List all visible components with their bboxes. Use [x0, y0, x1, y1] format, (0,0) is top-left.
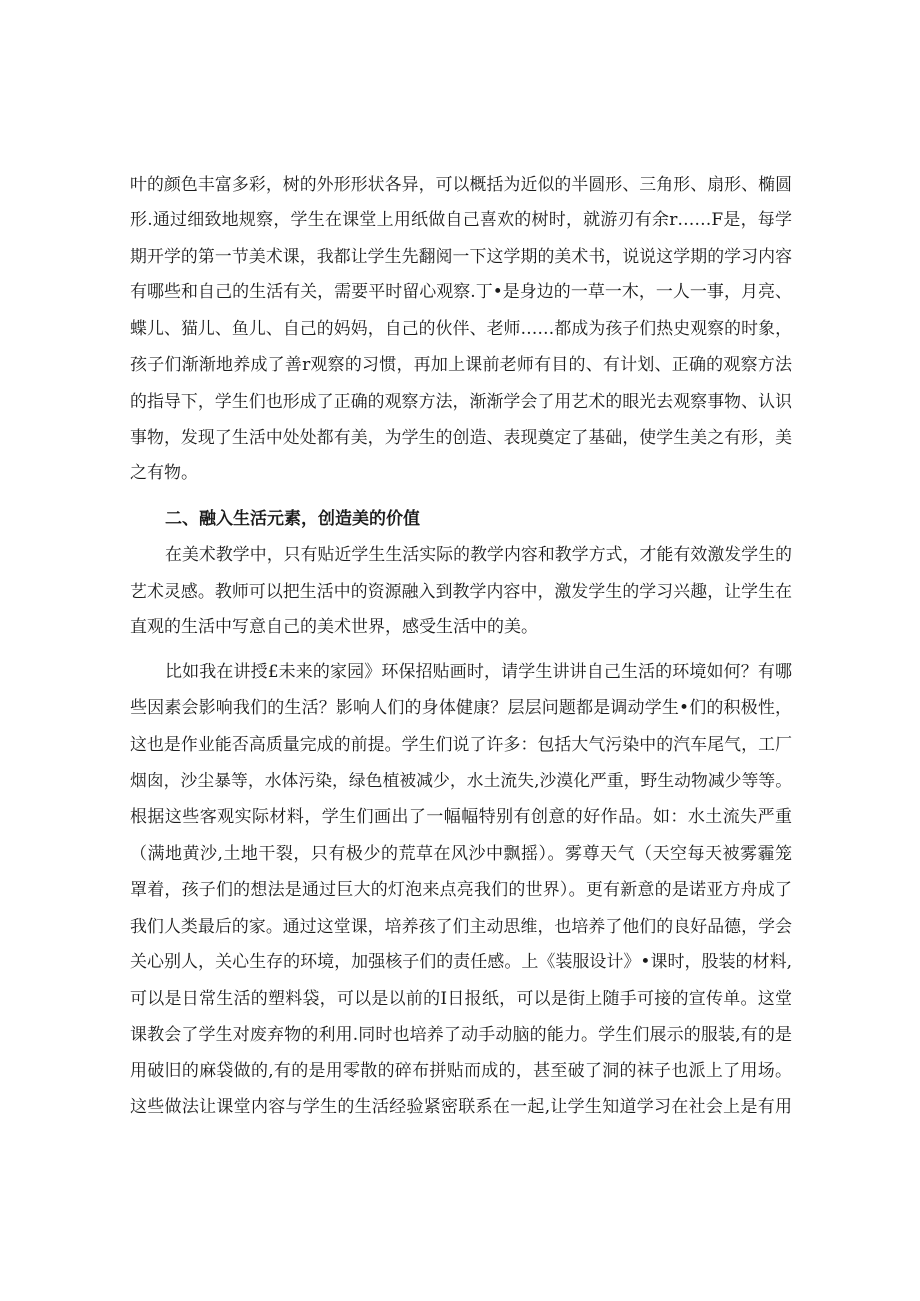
paragraph-2-line-1: 在美术教学中，只有贴近学生生活实际的教学内容和教学方式，才能有效激发学生的 [165, 544, 792, 564]
paragraph-3-line-6: （满地黄沙,土地干裂，只有极少的荒草在风沙中飘摇）。雾尊天气（天空每天被雾霾笼 [130, 844, 792, 864]
section-heading: 二、融入生活元素，创造美的价值 [165, 509, 420, 529]
paragraph-1-line-6: 孩子们渐渐地养成了善r观察的习惯，再加上课前老师有目的、有计划、正确的观察方法 [130, 355, 792, 375]
paragraph-3-line-10: 可以是日常生活的塑料袋，可以是以前的Ⅰ日报纸，可以是街上随手可接的宣传单。这堂 [130, 989, 792, 1009]
paragraph-3-line-4: 烟囱，沙尘暴等，水体污染，绿色植被减少，水土流失,沙漠化严重，野生动物减少等等。 [130, 770, 792, 790]
paragraph-3-line-2: 些因素会影响我们的生活？影响人们的身体健康？层层问题都是调动学生•们的积极性， [130, 698, 792, 718]
paragraph-3-line-8: 我们人类最后的家。通过这堂课，培养孩了们主动思维，也培养了他们的良好品德，学会 [130, 916, 792, 936]
paragraph-3-line-9: 关心别人，关心生存的环境，加强核子们的责任感。上《装服设计》•课时，股装的材料, [130, 952, 792, 972]
paragraph-3-line-11: 课教会了学生对废弃物的利用.同时也培养了动手动脑的能力。学生们展示的服装,有的是 [130, 1025, 792, 1045]
paragraph-3-line-13: 这些做法让课堂内容与学生的生活经验紧密联系在一起,让学生知道学习在社会上是有用 [130, 1097, 792, 1117]
paragraph-1-line-1: 叶的颜色丰富多彩，树的外形形状各异，可以概括为近似的半圆形、三角形、扇形、椭圆 [130, 174, 792, 194]
paragraph-2-line-3: 直观的生活中写意自己的美术世界，感受生活中的美。 [130, 617, 538, 637]
paragraph-1-line-7: 的指导下，学生们也形成了正确的观察方法，渐渐学会了用艺术的眼光去观察事物、认识 [130, 391, 792, 411]
paragraph-3-line-12: 用破旧的麻袋做的,有的是用零散的碎布拼贴而成的，甚至破了洞的袜子也派上了用场。 [130, 1061, 792, 1081]
paragraph-3-line-7: 罩着，孩子们的想法是通过巨大的灯泡来点亮我们的世界）。更有新意的是诺亚方舟成了 [130, 880, 792, 900]
paragraph-1-line-8: 事物，发现了生活中处处都有美，为学生的创造、表现奠定了基础，使学生美之有形，美 [130, 427, 792, 447]
paragraph-1-line-5: 蝶儿、猫儿、鱼儿、自己的妈妈，自己的伙伴、老师……都成为孩子们热史观察的时象， [130, 318, 792, 338]
paragraph-1-line-3: 期开学的第一节美术课，我都让学生先翻阅一下这学期的美术书，说说这学期的学习内容 [130, 246, 792, 266]
paragraph-1-line-4: 有哪些和自己的生活有关，需要平时留心观察.丁•是身边的一草一木，一人一事，月亮、 [130, 282, 792, 302]
paragraph-1-line-2: 形.通过细致地规察，学生在课堂上用纸做自己喜欢的树时，就游刃有余r……F是，每学 [130, 210, 792, 230]
paragraph-3-line-1: 比如我在讲授£未来的家园》环保招贴画时，请学生讲讲自己生活的环境如何？有哪 [165, 662, 792, 682]
paragraph-3-line-3: 这也是作业能否高质量完成的前提。学生们说了许多：包括大气污染中的汽车尾气，工厂 [130, 734, 792, 754]
paragraph-2-line-2: 艺术灵感。教师可以把生活中的资源融入到教学内容中，激发学生的学习兴趣，让学生在 [130, 581, 792, 601]
paragraph-1-line-9: 之有物。 [130, 463, 198, 483]
paragraph-3-line-5: 根据这些客观实际材料，学生们画出了一幅幅特别有创意的好作品。如：水土流失严重 [130, 807, 792, 827]
